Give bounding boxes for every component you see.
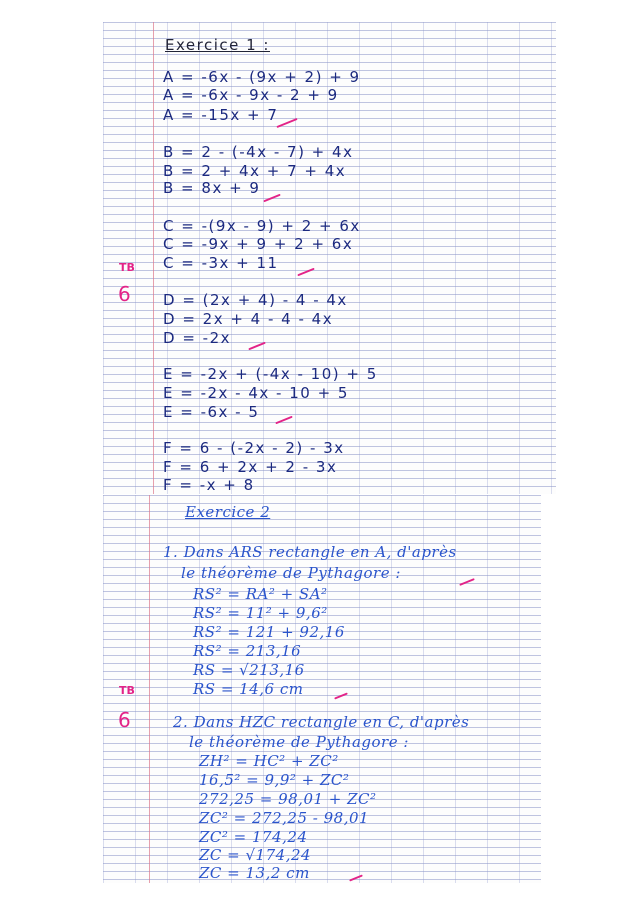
correction-check-mark [248, 342, 265, 351]
exercise-2-line: ZC² = 174,24 [199, 828, 308, 846]
exercise-2-line: 2. Dans HZC rectangle en C, d'après [173, 713, 470, 731]
exercise-2-line: RS² = 11² + 9,6² [193, 604, 328, 622]
correction-check-mark [275, 416, 292, 425]
exercise-1-line: A = -6x - (9x + 2) + 9 [163, 68, 361, 86]
exercise-2-line: le théorème de Pythagore : [181, 564, 401, 582]
exercise-2-line: 1. Dans ARS rectangle en A, d'après [163, 543, 457, 561]
correction-check-mark [334, 692, 348, 699]
exercise-2-title: Exercice 2 [185, 503, 271, 521]
exercise-1-line: F = 6 - (-2x - 2) - 3x [163, 439, 345, 457]
grade-note-exercise-2: TB [119, 684, 135, 697]
exercise-2-line: RS² = 121 + 92,16 [193, 623, 345, 641]
exercise-1-line: E = -2x + (-4x - 10) + 5 [163, 365, 378, 383]
exercise-2-line: 272,25 = 98,01 + ZC² [199, 790, 377, 808]
exercise-1-line: E = -6x - 5 [163, 403, 260, 421]
grade-note-exercise-1: TB [119, 261, 135, 274]
exercise-2-line: ZC = √174,24 [199, 846, 312, 864]
correction-check-mark [263, 194, 280, 203]
exercise-1-line: F = -x + 8 [163, 476, 255, 494]
exercise-1-line: D = -2x [163, 329, 231, 347]
grade-exercise-1: 6 [118, 282, 131, 306]
exercise-1-line: C = -3x + 11 [163, 254, 279, 272]
exercise-1-line: A = -6x - 9x - 2 + 9 [163, 86, 339, 104]
correction-check-mark [459, 578, 475, 586]
notebook-page-exercise-2 [103, 495, 541, 883]
correction-check-mark [276, 118, 297, 128]
exercise-1-line: C = -9x + 9 + 2 + 6x [163, 235, 354, 253]
exercise-1-line: F = 6 + 2x + 2 - 3x [163, 458, 338, 476]
exercise-2-line: RS² = RA² + SA² [193, 585, 328, 603]
exercise-1-line: B = 2 + 4x + 7 + 4x [163, 162, 347, 180]
correction-check-mark [349, 874, 363, 881]
exercise-2-line: le théorème de Pythagore : [189, 733, 409, 751]
exercise-1-line: E = -2x - 4x - 10 + 5 [163, 384, 349, 402]
exercise-1-line: B = 8x + 9 [163, 179, 261, 197]
exercise-1-line: A = -15x + 7 [163, 106, 279, 124]
grade-exercise-2: 6 [118, 708, 131, 732]
exercise-1-line: D = (2x + 4) - 4 - 4x [163, 291, 348, 309]
exercise-2-line: ZC = 13,2 cm [199, 864, 310, 882]
exercise-1-title: Exercice 1 : [165, 36, 270, 54]
exercise-2-line: RS² = 213,16 [193, 642, 302, 660]
exercise-2-line: 16,5² = 9,9² + ZC² [199, 771, 350, 789]
page-margin-line [149, 495, 150, 883]
notebook-page-exercise-1 [103, 22, 556, 494]
exercise-2-line: RS = 14,6 cm [193, 680, 304, 698]
exercise-1-line: C = -(9x - 9) + 2 + 6x [163, 217, 361, 235]
page-margin-line [153, 22, 154, 494]
exercise-1-line: D = 2x + 4 - 4 - 4x [163, 310, 334, 328]
exercise-2-line: RS = √213,16 [193, 661, 305, 679]
exercise-2-line: ZC² = 272,25 - 98,01 [199, 809, 370, 827]
exercise-2-line: ZH² = HC² + ZC² [199, 752, 339, 770]
correction-check-mark [297, 268, 314, 277]
exercise-1-line: B = 2 - (-4x - 7) + 4x [163, 143, 354, 161]
